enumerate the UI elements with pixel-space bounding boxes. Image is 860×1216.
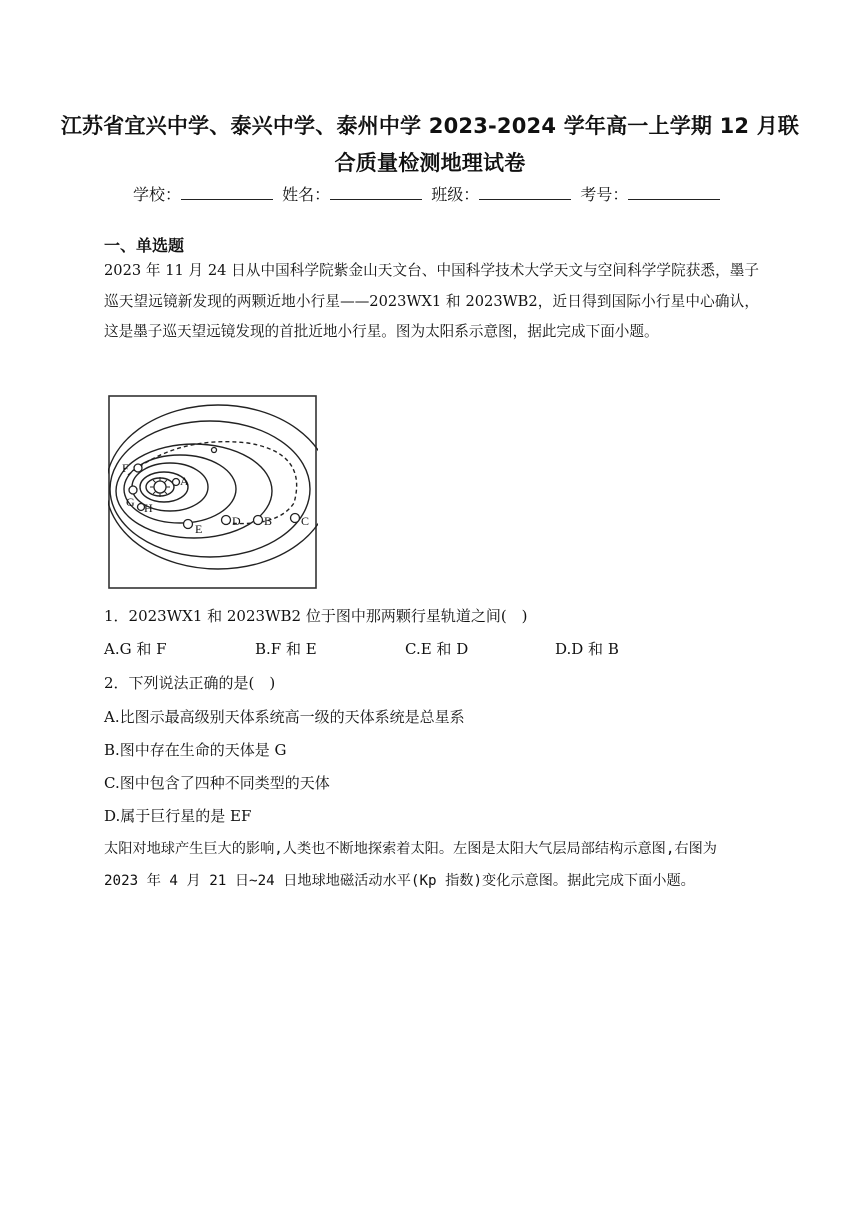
label-d: D <box>232 514 241 528</box>
label-e: E <box>195 522 203 536</box>
label-h: H <box>144 501 153 515</box>
planet-f <box>134 464 142 472</box>
q1-option-a[interactable]: A.G 和 F <box>104 640 167 658</box>
question-2-stem: 2．下列说法正确的是( ) <box>104 674 276 692</box>
passage-1: 2023 年 11 月 24 日从中国科学院紫金山天文台、中国科学技术大学天文与空间科学学院获悉，墨子巡天望远镜新发现的两颗近地小行星——2023WX1 和 2023WB2，近日得到国际小行星中心确认，这是墨子巡天望远镜发现的首批近地小行星。图为太阳系示意图，据此完成下面小题。 <box>104 262 759 340</box>
question-1-stem: 1．2023WX1 和 2023WB2 位于图中那两颗行星轨道之间( ) <box>104 607 528 625</box>
q2-option-a[interactable]: A.比图示最高级别天体系统高一级的天体系统是总星系 <box>104 708 465 726</box>
label-g: G <box>126 495 135 509</box>
class-label: 班级： <box>431 185 480 204</box>
school-label: 学校： <box>133 185 182 204</box>
planet-c <box>291 514 300 523</box>
planet-d <box>222 516 231 525</box>
planet-a <box>173 479 180 486</box>
school-field[interactable] <box>133 182 273 205</box>
q2-option-d[interactable]: D.属于巨行星的是 EF <box>104 807 252 825</box>
label-a: A <box>180 474 189 488</box>
label-b: B <box>264 514 273 528</box>
diagram-frame <box>109 396 316 588</box>
q1-option-c[interactable]: C.E 和 D <box>405 640 469 658</box>
class-field[interactable] <box>431 182 571 205</box>
exam-title: 江苏省宜兴中学、泰兴中学、泰州中学 2023-2024 学年高一上学期 12 月联合质量检测地理试卷 <box>60 114 800 175</box>
q2-option-c[interactable]: C.图中包含了四种不同类型的天体 <box>104 774 330 792</box>
name-field[interactable] <box>282 182 422 205</box>
name-blank[interactable] <box>330 185 422 200</box>
solar-system-diagram <box>108 395 318 590</box>
school-blank[interactable] <box>181 185 273 200</box>
passage-2: 太阳对地球产生巨大的影响,人类也不断地探索着太阳。左图是太阳大气层局部结构示意图,右图为 2023 年 4 月 21 日~24 日地球地磁活动水平(Kp 指数)变化示意图。据此完成下面小题。 <box>104 841 717 889</box>
label-c: C <box>301 514 310 528</box>
planet-b <box>254 516 263 525</box>
exam-number-field[interactable] <box>580 182 720 205</box>
label-f: F <box>122 461 129 475</box>
sun-icon <box>150 477 170 497</box>
section-heading: 一、单选题 <box>104 236 185 255</box>
planet-e <box>184 520 193 529</box>
q1-option-d[interactable]: D.D 和 B <box>555 640 619 658</box>
q2-option-b[interactable]: B.图中存在生命的天体是 G <box>104 741 287 759</box>
exam-number-blank[interactable] <box>628 185 720 200</box>
student-info-fields <box>133 182 753 205</box>
q1-option-b[interactable]: B.F 和 E <box>255 640 317 658</box>
name-label: 姓名： <box>282 185 331 204</box>
exam-number-label: 考号： <box>580 185 629 204</box>
class-blank[interactable] <box>479 185 571 200</box>
comet <box>212 448 217 453</box>
planet-g <box>129 486 137 494</box>
solar-system-svg <box>108 395 318 590</box>
